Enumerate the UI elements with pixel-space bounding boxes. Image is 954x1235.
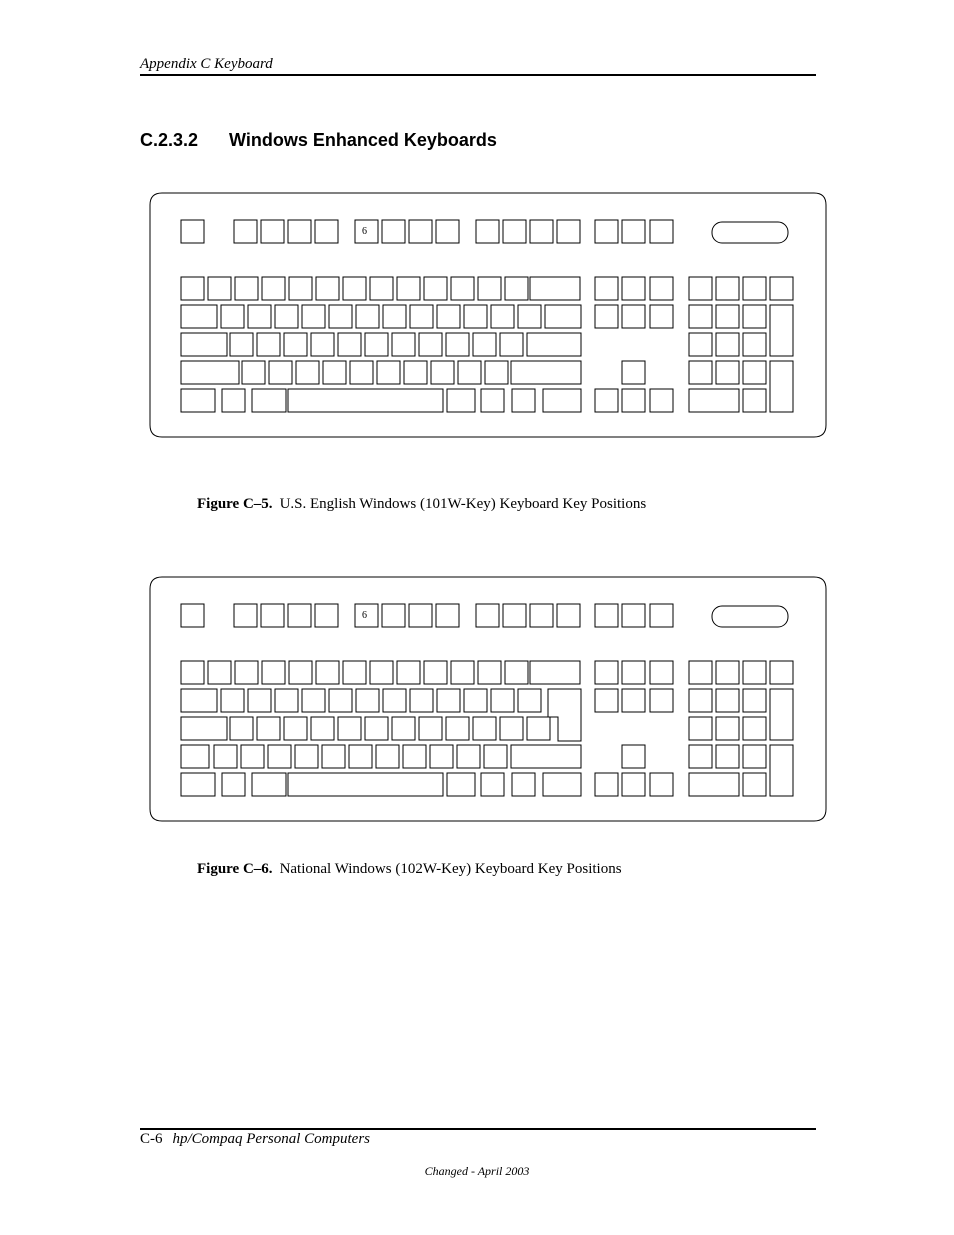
key <box>650 689 673 712</box>
key <box>716 277 739 300</box>
key <box>689 661 712 684</box>
key <box>431 361 454 384</box>
key <box>481 773 504 796</box>
key <box>530 277 580 300</box>
key <box>500 333 523 356</box>
key <box>476 220 499 243</box>
key <box>356 305 379 328</box>
footer-rule <box>140 1128 816 1130</box>
key <box>436 220 459 243</box>
key <box>311 333 334 356</box>
figure-caption-text: U.S. English Windows (101W-Key) Keyboard Key Positions <box>279 496 647 512</box>
key <box>451 661 474 684</box>
key <box>181 773 215 796</box>
key <box>181 661 204 684</box>
key <box>430 745 453 768</box>
key <box>770 305 793 356</box>
figure-label: Figure C–5. <box>197 496 273 512</box>
key <box>268 745 291 768</box>
key <box>491 305 514 328</box>
key <box>383 305 406 328</box>
key <box>316 661 339 684</box>
key <box>397 661 420 684</box>
key <box>376 745 399 768</box>
key <box>235 661 258 684</box>
key <box>743 305 766 328</box>
key <box>208 661 231 684</box>
keyboard-diagram-102 <box>0 384 954 844</box>
key <box>356 689 379 712</box>
key <box>252 773 286 796</box>
key <box>689 333 712 356</box>
key <box>208 277 231 300</box>
key <box>478 661 501 684</box>
key <box>329 305 352 328</box>
key <box>464 305 487 328</box>
key <box>557 220 580 243</box>
key <box>518 305 541 328</box>
key <box>235 277 258 300</box>
key <box>770 745 793 796</box>
key <box>650 277 673 300</box>
key <box>365 333 388 356</box>
key <box>257 333 280 356</box>
key <box>650 661 673 684</box>
key <box>404 361 427 384</box>
key <box>338 717 361 740</box>
key <box>457 745 480 768</box>
key <box>622 220 645 243</box>
key <box>302 689 325 712</box>
key <box>181 361 239 384</box>
key <box>595 305 618 328</box>
key <box>242 361 265 384</box>
key <box>419 717 442 740</box>
key <box>743 773 766 796</box>
key <box>295 745 318 768</box>
key <box>338 333 361 356</box>
key <box>716 661 739 684</box>
enter-key <box>548 689 581 741</box>
key <box>458 361 481 384</box>
key <box>289 277 312 300</box>
key <box>234 220 257 243</box>
key <box>473 717 496 740</box>
key <box>289 661 312 684</box>
key <box>323 361 346 384</box>
running-head: Appendix C Keyboard <box>140 56 273 72</box>
key <box>437 689 460 712</box>
key <box>230 333 253 356</box>
key <box>284 333 307 356</box>
page-number: C-6 <box>140 1131 163 1147</box>
key <box>743 333 766 356</box>
key <box>230 717 253 740</box>
key <box>770 277 793 300</box>
key <box>403 745 426 768</box>
key <box>595 689 618 712</box>
key <box>261 220 284 243</box>
key <box>689 277 712 300</box>
key <box>503 604 526 627</box>
key <box>451 277 474 300</box>
figure-label: Figure C–6. <box>197 861 273 877</box>
key <box>770 661 793 684</box>
key <box>248 689 271 712</box>
key <box>261 604 284 627</box>
key <box>296 361 319 384</box>
key <box>478 277 501 300</box>
key <box>716 361 739 384</box>
key <box>370 661 393 684</box>
key <box>181 277 204 300</box>
key <box>545 305 581 328</box>
key <box>343 277 366 300</box>
key <box>595 604 618 627</box>
key <box>557 604 580 627</box>
key <box>530 661 580 684</box>
key <box>288 220 311 243</box>
key <box>464 689 487 712</box>
key <box>689 717 712 740</box>
key <box>743 717 766 740</box>
key <box>410 305 433 328</box>
key <box>689 773 739 796</box>
revision-note: Changed - April 2003 <box>424 1164 530 1178</box>
key <box>622 277 645 300</box>
key <box>410 689 433 712</box>
key <box>329 689 352 712</box>
key <box>650 604 673 627</box>
key <box>650 305 673 328</box>
key-label: 6 <box>362 226 367 237</box>
key <box>530 220 553 243</box>
key <box>527 333 581 356</box>
key <box>262 277 285 300</box>
key <box>689 361 712 384</box>
key <box>622 361 645 384</box>
key <box>436 604 459 627</box>
key <box>409 604 432 627</box>
key <box>377 361 400 384</box>
key <box>500 717 523 740</box>
key <box>315 220 338 243</box>
key <box>476 604 499 627</box>
key <box>419 333 442 356</box>
key <box>275 689 298 712</box>
key <box>382 604 405 627</box>
figure-caption <box>197 861 622 878</box>
status-indicator-panel <box>712 606 788 627</box>
key <box>595 220 618 243</box>
key <box>181 717 227 740</box>
key <box>505 277 528 300</box>
key <box>511 745 581 768</box>
footer-title: hp/Compaq Personal Computers <box>172 1131 371 1147</box>
key <box>269 361 292 384</box>
key <box>446 717 469 740</box>
key <box>484 745 507 768</box>
key <box>275 305 298 328</box>
status-indicator-panel <box>712 222 788 243</box>
key <box>716 689 739 712</box>
key <box>349 745 372 768</box>
key <box>221 305 244 328</box>
key <box>181 220 204 243</box>
key <box>262 661 285 684</box>
key <box>716 745 739 768</box>
key <box>397 277 420 300</box>
key <box>530 604 553 627</box>
key <box>248 305 271 328</box>
key <box>716 717 739 740</box>
key <box>382 220 405 243</box>
key <box>743 689 766 712</box>
key <box>288 773 443 796</box>
key <box>409 220 432 243</box>
key <box>181 745 209 768</box>
key <box>424 277 447 300</box>
key <box>595 773 618 796</box>
key <box>595 277 618 300</box>
key <box>622 745 645 768</box>
key <box>257 717 280 740</box>
key <box>343 661 366 684</box>
key <box>437 305 460 328</box>
key <box>365 717 388 740</box>
key <box>527 717 550 740</box>
key <box>181 305 217 328</box>
key <box>446 333 469 356</box>
key <box>315 604 338 627</box>
key <box>222 773 245 796</box>
key <box>424 661 447 684</box>
section-number: C.2.3.2 <box>140 130 199 150</box>
key <box>383 689 406 712</box>
key <box>181 604 204 627</box>
key <box>214 745 237 768</box>
key <box>743 361 766 384</box>
key <box>743 745 766 768</box>
section-title: Windows Enhanced Keyboards <box>229 130 497 150</box>
key <box>595 661 618 684</box>
key <box>689 305 712 328</box>
key <box>473 333 496 356</box>
key <box>689 745 712 768</box>
key <box>370 277 393 300</box>
key <box>284 717 307 740</box>
key <box>512 773 535 796</box>
key <box>302 305 325 328</box>
key <box>392 333 415 356</box>
key <box>650 220 673 243</box>
key <box>622 661 645 684</box>
key <box>316 277 339 300</box>
key <box>505 661 528 684</box>
key <box>181 689 217 712</box>
key <box>743 661 766 684</box>
key <box>485 361 508 384</box>
key <box>622 689 645 712</box>
key <box>622 305 645 328</box>
key <box>650 773 673 796</box>
footer <box>140 1131 370 1148</box>
key <box>689 689 712 712</box>
key <box>234 604 257 627</box>
key <box>770 689 793 740</box>
key <box>743 277 766 300</box>
key <box>622 773 645 796</box>
key <box>447 773 475 796</box>
key <box>543 773 581 796</box>
key <box>350 361 373 384</box>
key <box>716 305 739 328</box>
key <box>392 717 415 740</box>
key <box>322 745 345 768</box>
figure-caption-text: National Windows (102W-Key) Keyboard Key Positions <box>279 861 622 877</box>
key <box>503 220 526 243</box>
key <box>181 333 227 356</box>
key <box>221 689 244 712</box>
key-label: 6 <box>362 610 367 621</box>
key <box>518 689 541 712</box>
key <box>311 717 334 740</box>
key <box>288 604 311 627</box>
key <box>241 745 264 768</box>
key <box>622 604 645 627</box>
key <box>511 361 581 384</box>
key <box>491 689 514 712</box>
key <box>716 333 739 356</box>
